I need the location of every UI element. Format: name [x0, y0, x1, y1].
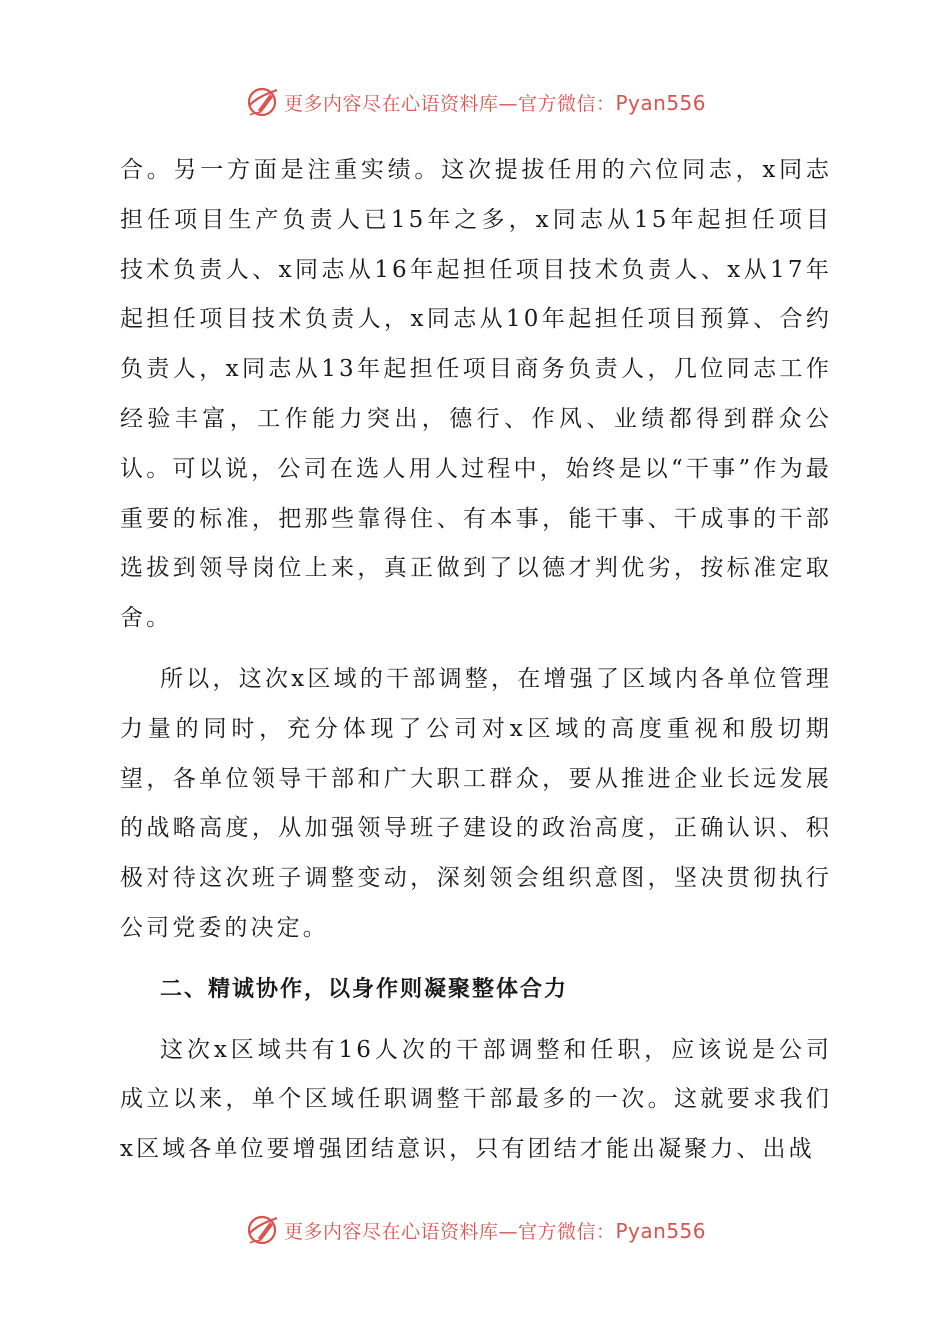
header-banner	[0, 82, 950, 122]
pen-circle-logo-icon	[244, 1212, 280, 1248]
footer-banner	[0, 1210, 950, 1250]
body-paragraph-1: 合。另一方面是注重实绩。这次提拔任用的六位同志，x同志担任项目生产负责人已15年之多，x同志从15年起担任项目技术负责人、x同志从16年起担任项目技术负责人、x从17年起担任项目技术负责人，x同志从10年起担任项目预算、合约负责人，x同志从13年起担任项目商务负责人，几位同志工作经验丰富，工作能力突出，德行、作风、业绩都得到群众公认。可以说，公司在选人用人过程中，始终是以“干事”作为最重要的标准，把那些靠得住、有本事，能干事、干成事的干部选拔到领导岗位上来，真正做到了以德才判优劣，按标准定取舍。	[120, 157, 832, 632]
header-banner-text: 更多内容尽在心语资料库—官方微信：Pyan556	[283, 90, 707, 115]
pen-circle-logo-icon	[244, 84, 280, 120]
wechat-id: Pyan556	[615, 1218, 707, 1243]
footer-banner-text: 更多内容尽在心语资料库—官方微信：Pyan556	[283, 1218, 707, 1243]
body-paragraph-2: 所以，这次x区域的干部调整，在增强了区域内各单位管理力量的同时，充分体现了公司对x区域的高度重视和殷切期望，各单位领导干部和广大职工群众，要从推进企业长远发展的战略高度，从加强领导班子建设的政治高度，正确认识、积极对待这次班子调整变动，深刻领会组织意图，坚决贯彻执行公司党委的决定。	[120, 665, 832, 941]
section-heading-2: 二、精诚协作，以身作则凝聚整体合力	[160, 976, 569, 1002]
document-body	[120, 146, 832, 1175]
wechat-id: Pyan556	[615, 90, 707, 115]
body-paragraph-3: 这次x区域共有16人次的干部调整和任职，应该说是公司成立以来，单个区域任职调整干部最多的一次。这就要求我们x区域各单位要增强团结意识，只有团结才能出凝聚力、出战	[120, 1036, 832, 1163]
